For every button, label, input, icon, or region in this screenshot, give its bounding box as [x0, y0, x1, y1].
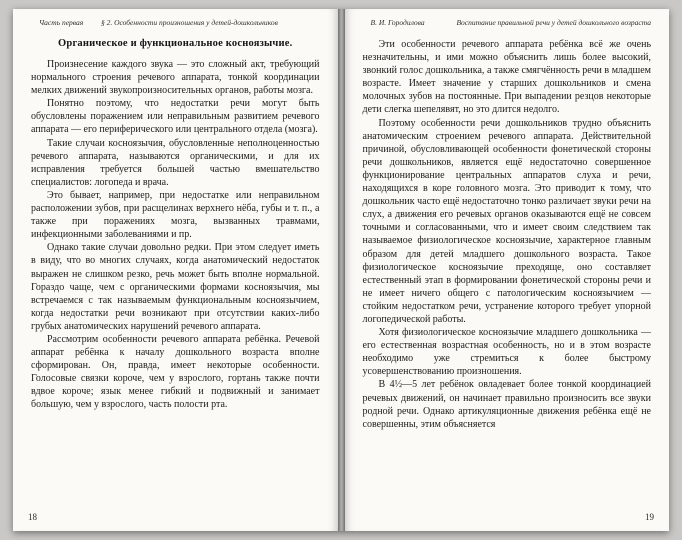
running-head-section-label: § 2. Особенности произношения у детей-дошкольников [100, 18, 278, 27]
right-page-text [363, 38, 652, 431]
running-head-author-label: В. И. Городилова [370, 18, 425, 27]
paragraph: Хотя физиологическое косноязычие младшего дошкольника — его естественная возрастная особенность, но и в этом возрасте необходимо уже стремиться к более быстрому усовершенствованию произношения. [362, 327, 651, 378]
book-spread [13, 9, 669, 531]
paragraph: Рассмотрим особенности речевого аппарата ребёнка. Речевой аппарат ребёнка к началу дошкольного возраста вполне сформирован. Он, правда, имеет некоторые особенности. Голосовые связки короче, чем у взрослого, гортань также почти вдвое короче; язык менее гибкий и подвижный и занимает большую, чем у взрослого, часть полости рта. [31, 333, 320, 411]
paragraph: Это бывает, например, при недостатке или неправильном расположении зубов, при расщелинах верхнего нёба, губы и т. п., а также при поражениях мозга, вызванных травмами, инфекционными заболеваниями и пр. [31, 189, 320, 241]
page-number-right: 19 [645, 512, 654, 522]
page-number-left: 18 [28, 512, 37, 522]
paragraph: Однако такие случаи довольно редки. При этом следует иметь в виду, что во многих случаях, когда анатомический недостаток выражен не слишком резко, речь может быть вполне нормальной. Гораздо чаще, чем с органическими формами косноязычия, мы встречаемся с так называемым функциональным косноязычием, когда недостатки речи возникают при отсутствии каких-либо грубых анатомических нарушений речевого аппарата. [31, 242, 320, 332]
left-page-text [31, 58, 320, 412]
running-head-left [31, 18, 320, 30]
paragraph: Произнесение каждого звука — это сложный акт, требующий нормального строения речевого аппарата, тонкой координации мелких движений звукопроизносительных органов, работы мозга. [31, 59, 320, 97]
paragraph: Эти особенности речевого аппарата ребёнка всё же очень незначительны, и ими можно объяснить лишь более высокий, звонкий голос дошкольника, а также смягчённость речи в младшем возрасте. Имеет значение у старших дошкольников и смена молочных зубов на постоянные. При выпадении резцов некоторые дети слегка шепелявят, но это длится недолго. [362, 39, 651, 116]
running-head-part-label: Часть первая [39, 18, 84, 27]
running-head-book-title-label: Воспитание правильной речи у детей дошкольного возраста [456, 18, 651, 27]
page-left [13, 9, 338, 531]
page-right [345, 9, 670, 531]
section-title: Органическое и функциональное косноязычие. [58, 38, 293, 49]
running-head-right [363, 18, 652, 30]
paragraph: В 4½—5 лет ребёнок овладевает более тонкой координацией речевых движений, он начинает правильно произносить все звуки родной речи. Однако артикуляционные движения ребёнка ещё не совершенны, этим объясняется [362, 379, 651, 430]
paragraph: Понятно поэтому, что недостатки речи могут быть обусловлены поражением или неправильным развитием речевого аппарата — его периферического или центрального отдела (мозга). [31, 98, 320, 136]
book-spine [338, 9, 345, 531]
paragraph: Поэтому особенности речи дошкольников трудно объяснить анатомическим строением речевого аппарата. Действительной причиной, обусловливающей особенности фонетической стороны речи дошкольников, является ещё недостаточно совершенное функционирование центральных аппаратов слуха и речи, находящихся в коре головного мозга. Это приводит к тому, что дошкольник часто ещё недостаточно тонко различает звуки речи на слух, а движения его речевых органов оказываются ещё не совсем точными и согласованными, что и имеет своим следствием так называемое физиологическое косноязычие, характерное главным образом для детей младшего дошкольного возраста. Такое физиологическое косноязычие преходяще, оно составляет естественный этап в формировании фонетической стороны речи и не имеет ничего общего с патологическим косноязычием — стойким недостатком речи, устранение которого требует упорной логопедической работы. [362, 117, 651, 325]
paragraph: Такие случаи косноязычия, обусловленные неполноценностью речевого аппарата, называются органическими, и для их исправления требуется большей частью вмешательство специалистов: логопеда и врача. [31, 137, 320, 188]
